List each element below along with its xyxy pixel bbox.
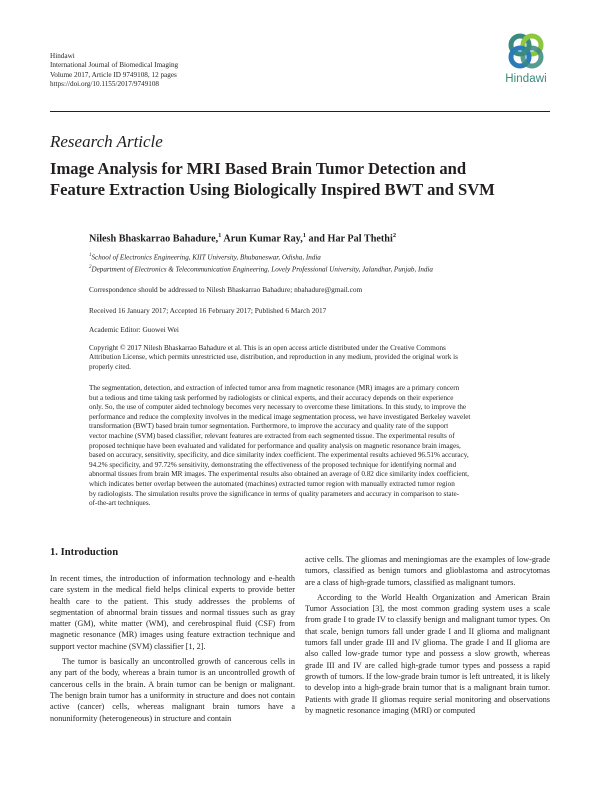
copyright-line: Copyright © 2017 Nilesh Bhaskarrao Bahadure et al. This is an open access article distributed under the Creative Commons bbox=[89, 344, 446, 352]
body-paragraph: In recent times, the introduction of information technology and e-health care system in the medical field helps clinical experts to provide better health care to the patient. This study addresses the problems of segmentation of abnormal brain tissues and normal tissues such as gray matter (GM), white matter (WM), and cerebrospinal fluid (CSF) from magnetic resonance (MR) images using feature extraction technique and support vector machine (SVM) classifier [1, 2]. bbox=[50, 574, 295, 651]
journal-info bbox=[50, 52, 178, 90]
affiliation-mark: 2 bbox=[89, 265, 92, 270]
article-type: Research Article bbox=[50, 132, 163, 151]
abstract-line: but a tedious and time taking task performed by radiologists or clinical experts, and their accuracy depends on their experience bbox=[89, 393, 454, 402]
copyright-line: properly cited. bbox=[89, 362, 131, 371]
abstract bbox=[89, 384, 550, 509]
copyright-notice bbox=[89, 344, 550, 372]
right-column bbox=[305, 554, 550, 720]
abstract-line: The segmentation, detection, and extraction of infected tumor area from magnetic resonance (MR) images are a primary concern bbox=[89, 384, 460, 392]
body-paragraph: active cells. The gliomas and meningiomas are the examples of low-grade tumors, classified as benign tumors and glioblastoma and astrocytomas are a class of high-grade tumors, classified as malignant tumors. bbox=[305, 555, 550, 587]
section-heading: 1. Introduction bbox=[50, 547, 119, 558]
header-rule bbox=[50, 111, 550, 112]
author-name: and Har Pal Thethi bbox=[308, 233, 393, 245]
body-paragraph: The tumor is basically an uncontrolled growth of cancerous cells in any part of the body, whereas a brain tumor is an uncontrolled growth of cancerous cells in the brain. A brain tumor can be benign or malignant. The benign brain tumor has a uniformity in structure and does not contain active (cancer) cells, whereas malignant brain tumors have a nonuniformity (heterogeneous) in structure and contain bbox=[50, 657, 295, 723]
journal-name: International Journal of Biomedical Imaging bbox=[50, 61, 179, 70]
abstract-line: by radiologists. The simulation results prove the significance in terms of quality parameters and accuracy in comparison to state- bbox=[89, 489, 460, 498]
abstract-line: 94.2% specificity, and 97.72% sensitivity, demonstrating the effectiveness of the proposed technique for identifying normal and bbox=[89, 460, 457, 469]
affiliation bbox=[89, 265, 433, 273]
title-line: Feature Extraction Using Biologically Inspired BWT and SVM bbox=[50, 180, 495, 199]
correspondence: Correspondence should be addressed to Nilesh Bhaskarrao Bahadure; nbahadure@gmail.com bbox=[89, 285, 363, 294]
abstract-line: performance and reduce the complexity involves in the medical image segmentation process, we have investigated Berkeley wavelet bbox=[89, 412, 471, 421]
body-paragraph: According to the World Health Organization and American Brain Tumor Association [3], the most common grading system uses a scale from grade I to grade IV to classify benign and malignant tumor types. On that scale, benign tumors fall under grade I and II glioma and malignant tumors fall under grade III and IV glioma. The grade I and II glioma are also called low-grade tumor type and possess a slow growth, whereas grade III and IV are called high-grade tumor types and possess a rapid growth of tumors. If the low-grade brain tumor is left untreated, it is likely to develop into a high-grade brain tumor that is a malignant brain tumor. Patients with grade II gliomas require serial monitoring and observations by magnetic resonance imaging (MRI) or computed bbox=[305, 592, 550, 715]
journal-volume: Volume 2017, Article ID 9749108, 12 pages bbox=[50, 70, 177, 79]
academic-editor: Academic Editor: Guowei Wei bbox=[89, 325, 179, 334]
affiliation bbox=[89, 253, 321, 261]
abstract-line: based on accuracy, sensitivity, specificity, and dice similarity index coefficient. The experimental results achieved 96.51% accuracy, bbox=[89, 451, 469, 460]
author-affiliation-mark: 1 bbox=[302, 232, 306, 239]
left-column bbox=[50, 573, 295, 728]
author-name: Nilesh Bhaskarrao Bahadure, bbox=[89, 233, 219, 245]
author-affiliation-mark: 1 bbox=[218, 232, 222, 239]
publication-dates: Received 16 January 2017; Accepted 16 February 2017; Published 6 March 2017 bbox=[89, 306, 327, 315]
hindawi-logo-text: Hindawi bbox=[505, 73, 547, 85]
paper-title bbox=[50, 158, 570, 200]
journal-doi: https://doi.org/10.1155/2017/9749108 bbox=[50, 80, 160, 89]
abstract-line: abnormal tissues from brain MR images. The experimental results also obtained an average of 0.82 dice similarity index coefficient, bbox=[89, 470, 469, 479]
abstract-line: proposed technique have been evaluated and validated for performance and quality analysis on magnetic resonance brain images, bbox=[89, 441, 461, 450]
abstract-line: which indicates better overlap between the automated (machines) extracted tumor region with manually extracted tumor region bbox=[89, 479, 455, 488]
author-name: Arun Kumar Ray, bbox=[223, 233, 303, 245]
abstract-line: of-the-art techniques. bbox=[89, 499, 151, 508]
abstract-line: transformation (BWT) based brain tumor segmentation. Furthermore, to improve the accuracy and quality rate of the support bbox=[89, 422, 449, 431]
author-list bbox=[89, 232, 396, 244]
title-line: Image Analysis for MRI Based Brain Tumor Detection and bbox=[50, 159, 467, 178]
affiliation-text: Department of Electronics & Telecommunication Engineering, Lovely Professional University, Jalandhar, Punjab, India bbox=[91, 265, 433, 274]
author-affiliation-mark: 2 bbox=[392, 232, 397, 239]
hindawi-logo-icon bbox=[505, 30, 547, 72]
abstract-line: vector machine (SVM) based classifier, relevant features are extracted from each segmented tissue. The experimental results of bbox=[89, 431, 455, 440]
abstract-line: only. So, the use of computer aided technology becomes very necessary to overcome these limitations. In this study, to improve the bbox=[89, 403, 467, 412]
affiliation-mark: 1 bbox=[89, 253, 92, 258]
copyright-line: Attribution License, which permits unrestricted use, distribution, and reproduction in any medium, provided the original work is bbox=[89, 353, 458, 362]
journal-publisher: Hindawi bbox=[50, 52, 75, 60]
affiliation-text: School of Electronics Engineering, KIIT University, Bhubaneswar, Odisha, India bbox=[91, 253, 321, 262]
hindawi-logo bbox=[496, 30, 556, 85]
